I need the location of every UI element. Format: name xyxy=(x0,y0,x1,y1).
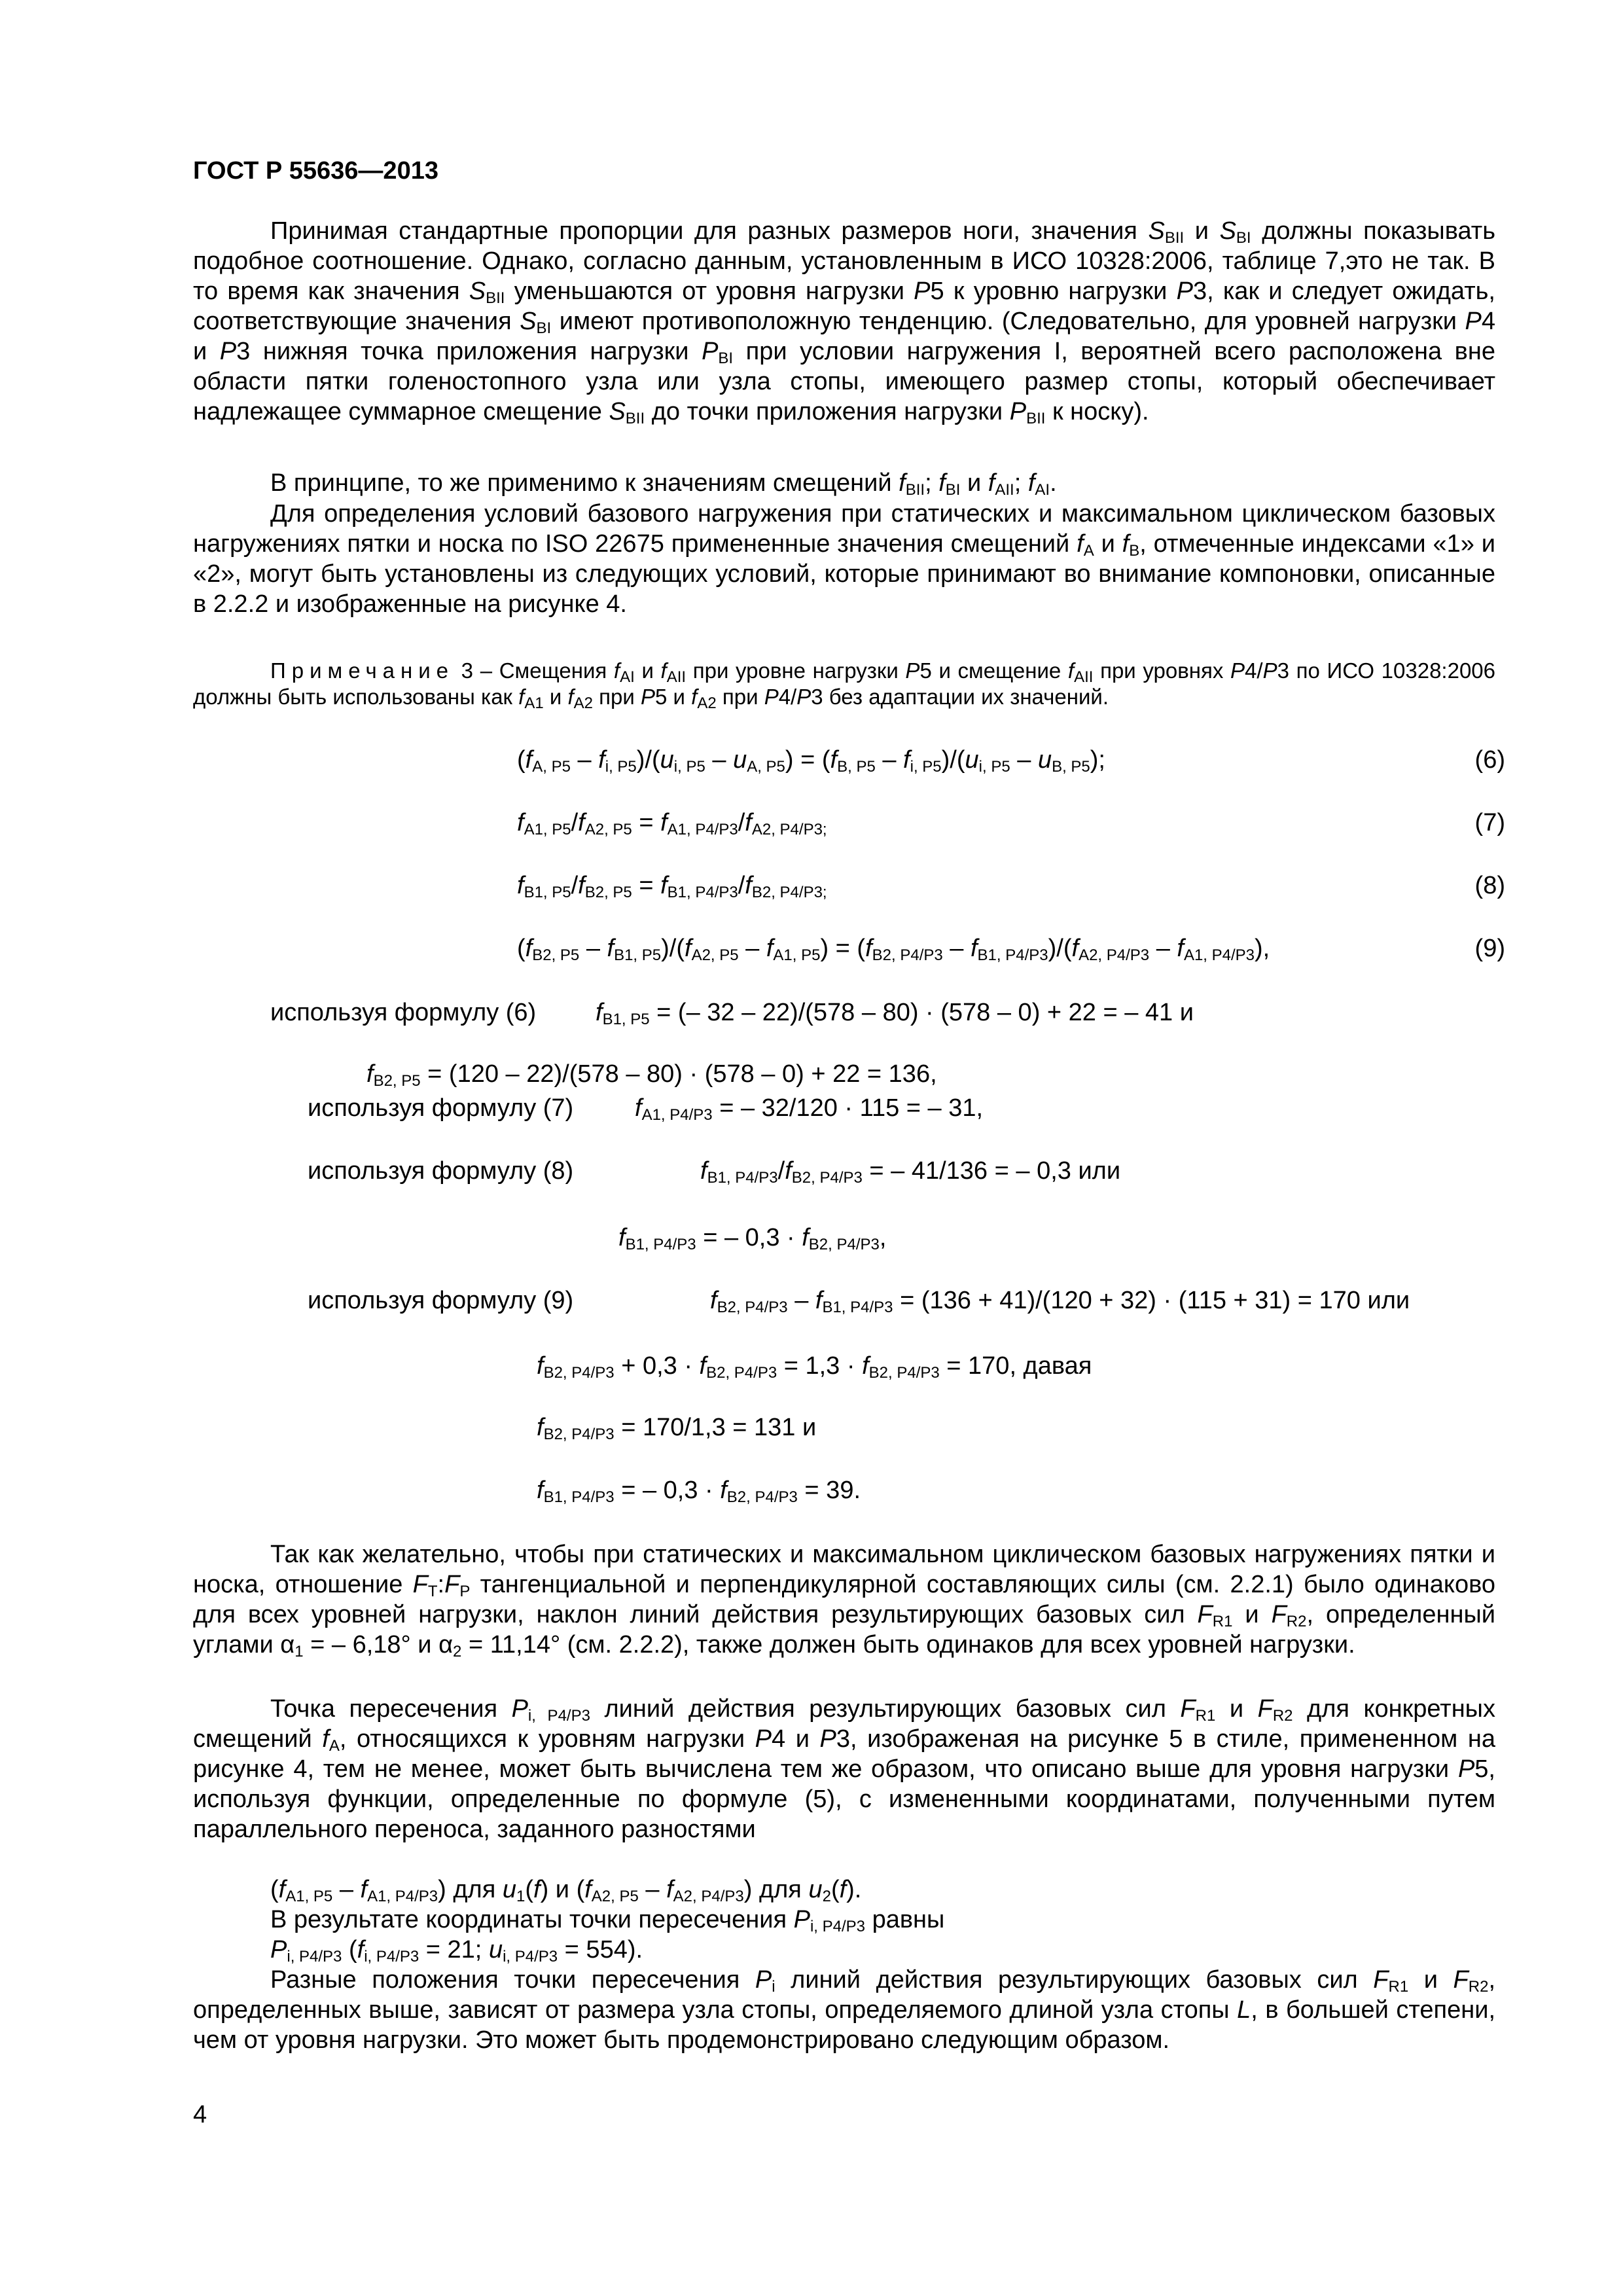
equation-9: $(f_{B2, P5} - f_{B1, P5})/(f_{A2, P5} - f_{A1, P5}) = (f_{B2, P4/P3} - f_{B1, P4/P3})/(f_{A2, P4/P3} - f_{A1, P4/P3})$, xyxy=(517,935,1270,964)
note-3: Примечание 3 – Смещения $f_{AI}$ и $f_{AII}$ при уровне нагрузки P5 и смещение $f_{AII}$ при уровнях P4/P3 по ИСО 10328:2006 должны быть использованы как $f_{A1}$ и $f_{A2}$ при P5 и $f_{A2}$ при P4/P3 без адаптации их значений. xyxy=(193,658,1495,712)
equation-7: $f_{A1, P5}/f_{A2, P5} = f_{A1, P4/P3}/f_{A2, P4/P3;}$ xyxy=(517,809,827,838)
paragraph-6-line2: $P_{i, P4/P3}$ ($f_{i, P4/P3} = 21$; $u_{i, P4/P3} = 554$). xyxy=(270,1936,643,1965)
p1-visual: Принимая стандартные пропорции для разных размеров ноги, значения $S_{BII}$ и $S_{BI}$ должны показывать подобное соотношение. Однако, согласно данным, установленным в ИСО 10328:2006, таблице 7,это не так. В то время как значения $S_{BII}$ уменьшаются от уровня нагрузки P5 к уровню нагрузки P3, как и следует ожидать, соответствующие значения $S_{BI}$ имеют противоположную тенденцию. (Следовательно, для уровней нагрузки P4 и P3 нижняя точка приложения нагрузки $P_{BI}$ при условии нагружения I, вероятней всего расположена вне области пятки голеностопного узла или узла стопы, имеющего размер стопы, который обеспечивает надлежащее суммарное смещение $S_{BII}$ до точки приложения нагрузки $P_{BII}$ к носку). xyxy=(193,217,1496,427)
calc-3: $f_{A1, P4/P3}$ = – 32/120 · 115 = – 31, xyxy=(635,1094,984,1124)
document-header: ГОСТ Р 55636—2013 xyxy=(193,157,438,185)
calc-using-9: используя формулу (9) xyxy=(308,1287,574,1314)
calc-using-6: используя формулу (6) xyxy=(270,999,537,1026)
paragraph-4: Так как желательно, чтобы при статических и максимальном циклическом базовых нагружениях пятки и носка, отношение $F_T:F_P$ тангенциальной и перпендикулярной составляющих силы (см. 2.2.1) было одинаково для всех уровней нагрузки, наклон линий действия результирующих базовых сил $F_{R1}$ и $F_{R2}$, определенный углами $\alpha_1$ = – 6,18° и $\alpha_2 = 11,14^\circ$ (см. 2.2.2), также должен быть одинаков для всех уровней нагрузки. xyxy=(193,1541,1495,1660)
equation-6: $(f_{A, P5} - f_{i, P5})/(u_{i, P5} - u_{A, P5}) = (f_{B, P5} - f_{i, P5})/(u_{i, P5} - u_{B, P5})$; xyxy=(517,746,1105,776)
calc-7: $f_{B2, P4/P3} + 0,3 \cdot f_{B2, P4/P3} = 1,3 \cdot f_{B2, P4/P3} = 170$, давая xyxy=(537,1352,1092,1382)
equation-number-9: (9) xyxy=(1474,935,1505,962)
calc-1: $f_{B1, P5}$ = (– 32 – 22)/(578 – 80) · (578 – 0) + 22 = – 41 и xyxy=(596,999,1194,1028)
calc-4: $f_{B1, P4/P3}/f_{B2, P4/P3}$ = – 41/136 = – 0,3 или xyxy=(700,1157,1121,1187)
calc-using-7: используя формулу (7) xyxy=(308,1094,574,1122)
paragraph-6: В результате координаты точки пересечения $P_{i, P4/P3}$ равны xyxy=(270,1906,945,1935)
paragraph-3: Для определения условий базового нагружения при статических и максимальном циклическом базовых нагружениях пятки и носка по ISO 22675 примененные значения смещений $f_A$ и $f_B$, отмеченные индексами «1» и «2», могут быть установлены из следующих условий, которые принимают во внимание компоновки, описанные в 2.2.2 и изображенные на рисунке 4. xyxy=(193,500,1495,618)
paragraph-2: В принципе, то же применимо к значениям смещений $f_{BII}$; $f_{BI}$ и $f_{AII}$; $f_{AI}$. xyxy=(270,469,1057,499)
equation-number-7: (7) xyxy=(1474,809,1505,836)
paragraph-5: Точка пересечения $P_{i, P4/P3}$ линий действия результирующих базовых сил $F_{R1}$ и $F_{R2}$ для конкретных смещений $f_A$, относящихся к уровням нагрузки P4 и P3, изображеная на рисунке 5 в стиле, примененном на рисунке 4, тем не менее, может быть вычислена тем же образом, что описано выше для уровня нагрузки P5, используя функции, определенные по формуле (5), с измененными координатами, полученными путем параллельного переноса, заданного разностями xyxy=(193,1695,1495,1843)
equation-number-8: (8) xyxy=(1474,872,1505,899)
page-number: 4 xyxy=(193,2101,207,2128)
calc-5: $f_{B1, P4/P3}$ = – $0,3 \cdot f_{B2, P4/P3}$, xyxy=(618,1224,887,1253)
calc-2: $f_{B2, P5} = (120 - 22)/(578 - 80) \cdot (578 - 0) + 22 = 136$, xyxy=(366,1060,937,1090)
equation-8: $f_{B1, P5}/f_{B2, P5} = f_{B1, P4/P3}/f_{B2, P4/P3;}$ xyxy=(517,872,827,901)
equation-number-6: (6) xyxy=(1474,746,1505,774)
paragraph-5-line2: $(f_{A1, P5} - f_{A1, P4/P3})$ для $u_1(f)$ и $(f_{A2, P5} - f_{A2, P4/P3})$ для $u_2(f)$. xyxy=(270,1876,862,1905)
calc-8: $f_{B2, P4/P3} = 170/1,3 = 131$ и xyxy=(537,1414,817,1443)
calc-9: $f_{B1, P4/P3}$ = – $0,3 \cdot f_{B2, P4/P3} = 39$. xyxy=(537,1477,861,1506)
calc-6: $f_{B2, P4/P3} - f_{B1, P4/P3} = (136 + 41)/(120 + 32) \cdot (115 + 31) = 170$ или xyxy=(710,1287,1410,1316)
note-label: Примечание xyxy=(270,658,455,683)
paragraph-1 xyxy=(193,216,1495,427)
calc-using-8: используя формулу (8) xyxy=(308,1157,574,1185)
paragraph-7: Разные положения точки пересечения $P_i$ линий действия результирующих базовых сил $F_{R1}$ и $F_{R2}$, определенных выше, зависят от размера узла стопы, определяемого длиной узла стопы L, в большей степени, чем от уровня нагрузки. Это может быть продемонстрировано следующим образом. xyxy=(193,1966,1496,2054)
